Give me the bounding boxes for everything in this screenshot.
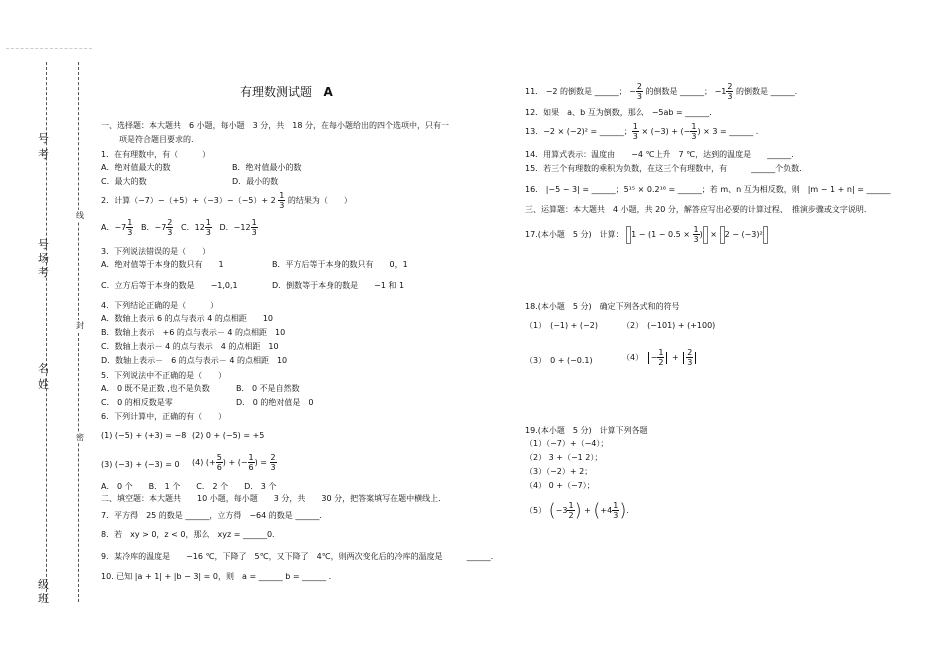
section-1-heading: 一、选择题：本大题共 6 小题，每小题 3 分，共 18 分，在每小题给出的四个选项中，只有一 bbox=[101, 121, 449, 130]
question-11: 11． −2 的倒数是 ______； − $\frac{2}{3}$ 的倒数是 ______； −1 $\frac{2}{3}$ 的倒数是 ______. bbox=[525, 82, 798, 101]
option-d: D． 0 的绝对值是 0 bbox=[236, 398, 314, 407]
question-2: 2．计算（−7）−（+5）+（−3）−（−5）+ 2 $\frac{1}{3}$ 的结果为（ ） bbox=[101, 191, 352, 210]
question-5: 5．下列说法中不正确的是（ ） bbox=[101, 371, 227, 380]
sum-4: （4） − $\frac{1}{2}$ + $\frac{2}{3}$ bbox=[622, 348, 698, 367]
section-2-heading: 二、填空题：本大题共 10 小题，每小题 3 分，共 30 分，把答案填写在题中横线上． bbox=[101, 494, 447, 503]
question-19: 19.(本小题 5 分) 计算下列各题 bbox=[525, 426, 648, 435]
option-c: C．最大的数 bbox=[101, 177, 147, 186]
question-14: 14．用算式表示：温度由 −4 ℃上升 7 ℃，达到的温度是 ______. bbox=[525, 150, 794, 159]
option-b: B．绝对值最小的数 bbox=[232, 163, 302, 172]
margin-label: 班 bbox=[38, 592, 49, 605]
margin-label: 级 bbox=[38, 578, 49, 591]
binding-mark: 封 bbox=[76, 321, 84, 330]
question-15: 15．若三个有理数的乘积为负数，在这三个有理数中，有 ______个负数. bbox=[525, 164, 802, 173]
option-c: C．立方后等于本身的数是 −1,0,1 bbox=[101, 281, 238, 290]
margin-label: 姓 bbox=[38, 378, 49, 391]
binding-line-right bbox=[78, 62, 79, 602]
binding-mark: 密 bbox=[76, 433, 84, 442]
question-2-options: A．−7 $\frac{1}{3}$ B．−7 $\frac{2}{3}$ C．12 $\frac{1}{3}$ D．−12 $\frac{1}{3}$ bbox=[101, 218, 257, 237]
question-10: 10. 已知 |a + 1| + |b − 3| = 0，则 a = ______ b = ______ ． bbox=[101, 572, 337, 581]
question-16: 16． |−5 − 3| = ______；5¹⁵ × 0.2¹⁶ = ______；若 m、n 互为相反数，则 |m − 1 + n| = ______ bbox=[525, 185, 891, 194]
calc-1: (1) (−5) + (+3) = −8 bbox=[101, 431, 187, 440]
question-13: 13．−2 × (−2)² = ______； $\frac{1}{3}$ × (−3) + (− $\frac{1}{3}$ ) × 3 = ______ . bbox=[525, 122, 759, 141]
calc-5: （5） (−3 $\frac{1}{2}$ ) + (+4 $\frac{1}{3}$ ). bbox=[525, 500, 629, 521]
margin-label: 号 bbox=[38, 238, 49, 251]
option-a: A．绝对值等于本身的数只有 1 bbox=[101, 260, 224, 269]
calc-4: (4) (+ $\frac{5}{6}$ ) + (− $\frac{1}{6}$ ) = $\frac{2}{3}$ bbox=[192, 453, 276, 472]
question-4: 4．下列结论正确的是（ ） bbox=[101, 301, 219, 310]
option-a: A．绝对值最大的数 bbox=[101, 163, 171, 172]
section-3-heading: 三、运算题：本大题共 4 小题，共 20 分，解答应写出必要的计算过程、 推演步骤或文字说明. bbox=[525, 205, 867, 214]
fraction: $\frac{1}{3}$ bbox=[279, 191, 285, 210]
question-12: 12．如果 a、b 互为倒数，那么 −5ab = ______. bbox=[525, 108, 712, 117]
margin-label: 考 bbox=[38, 148, 49, 161]
calc-2: (2) 0 + (−5) = +5 bbox=[192, 431, 265, 440]
option-b: B．数轴上表示 +6 的点与表示－ 4 的点相距 10 bbox=[101, 328, 286, 337]
calc-2: （2） 3 +（−1 2）； bbox=[525, 453, 603, 462]
option-c: C．数轴上表示－ 4 的点与表示 4 的点相距 10 bbox=[101, 342, 279, 351]
question-7: 7．平方得 25 的数是 ______，立方得 −64 的数是 ______. bbox=[101, 511, 322, 520]
option-b: B． 0 不是自然数 bbox=[236, 384, 300, 393]
option-b: B．平方后等于本身的数只有 0，1 bbox=[272, 260, 408, 269]
option-c: C． 0 的相反数是零 bbox=[101, 398, 173, 407]
sum-2: （2） (−101) + (+100) bbox=[622, 321, 716, 330]
top-rule bbox=[6, 48, 92, 49]
option-a: A． 0 既不是正数 ,也不是负数 bbox=[101, 384, 210, 393]
sum-3: （3） 0 + (−0.1) bbox=[525, 356, 593, 365]
margin-label: 场 bbox=[38, 252, 49, 265]
margin-label: 考 bbox=[38, 266, 49, 279]
option-d: D．倒数等于本身的数是 −1 和 1 bbox=[272, 281, 405, 290]
question-3: 3．下列说法错误的是（ ） bbox=[101, 247, 211, 256]
option-d: D．最小的数 bbox=[232, 177, 279, 186]
page-title: 有理数测试题 A bbox=[240, 85, 333, 99]
question-6-options: A． 0 个 B． 1 个 C． 2 个 D． 3 个 bbox=[101, 482, 277, 491]
question-1: 1．在有理数中，有（ ） bbox=[101, 150, 211, 159]
option-d: D．数轴上表示－ 6 的点与表示－ 4 的点相距 10 bbox=[101, 356, 288, 365]
margin-label: 号 bbox=[38, 132, 49, 145]
question-9: 9．某冷库的温度是 −16 ℃，下降了 5℃，又下降了 4℃，则两次变化后的冷库的温度是 ______. bbox=[101, 552, 494, 561]
calc-1: （1）（−7）+（−4）； bbox=[525, 439, 609, 448]
section-1-heading-cont: 项是符合题目要求的. bbox=[119, 135, 194, 144]
calc-3: （3）（−2）+ 2； bbox=[525, 467, 593, 476]
sum-1: （1） (−1) + (−2) bbox=[525, 321, 598, 330]
calc-3: (3) (−3) + (−3) = 0 bbox=[101, 460, 180, 469]
question-17: 17.(本小题 5 分) 计算： 1 − (1 − 0.5 × $\frac{1}{3}$ ) × 2 − (−3)² bbox=[525, 225, 768, 244]
question-6: 6．下列计算中，正确的有（ ） bbox=[101, 412, 227, 421]
question-8: 8．若 xy > 0，z < 0，那么 xyz = ______0. bbox=[101, 530, 275, 539]
option-a: A．数轴上表示 6 的点与表示 4 的点相距 10 bbox=[101, 314, 274, 323]
margin-label: 名 bbox=[38, 362, 49, 375]
calc-4: （4） 0 +（−7）； bbox=[525, 481, 595, 490]
binding-mark: 线 bbox=[76, 211, 84, 220]
question-18: 18.(本小题 5 分) 确定下列各式和的符号 bbox=[525, 302, 680, 311]
